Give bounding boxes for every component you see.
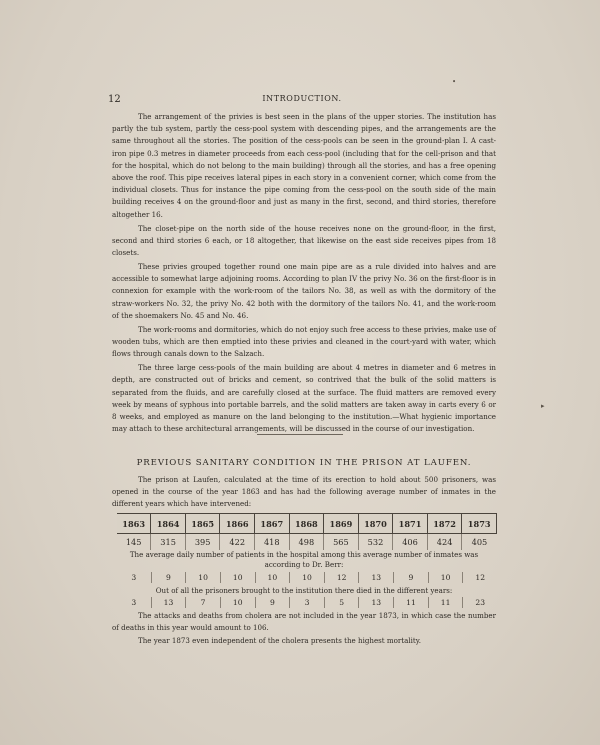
inmates-cell: 422 bbox=[220, 534, 255, 551]
section-divider bbox=[257, 434, 343, 435]
paragraph: These privies grouped together round one main pipe are as a rule divided into halves and are accessible to somewhat large adjoining rooms. According to plan IV the privy No. 36 on the first-floor is in connexion for example with the work-room of the tailors No. 38, as well as with the dormitory of the straw-workers No. 32, the privy No. 42 both with the dormitory of the tailors No. 41, and the work-room of the shoemakers No. 45 and No. 46. bbox=[112, 262, 496, 320]
deaths-cell: 3 bbox=[289, 597, 324, 608]
inmates-cell: 424 bbox=[427, 534, 462, 551]
patients-cell: 9 bbox=[151, 572, 186, 583]
year-cell: 1868 bbox=[289, 514, 324, 534]
section-title: PREVIOUS SANITARY CONDITION IN THE PRISON AT LAUFEN. bbox=[136, 458, 472, 468]
inmates-table bbox=[117, 513, 497, 550]
paragraph: The work-rooms and dormitories, which do not enjoy such free access to these privies, make use of wooden tubs, which are then emptied into these privies and cleaned in the court-yard with water, which flows through canals down to the Salzach. bbox=[112, 324, 496, 359]
year-cell: 1873 bbox=[462, 514, 497, 534]
inmates-cell: 315 bbox=[151, 534, 186, 551]
patients-cell: 10 bbox=[220, 572, 255, 583]
inmates-cell: 405 bbox=[462, 534, 497, 551]
year-cell: 1871 bbox=[393, 514, 428, 534]
patients-cell: 10 bbox=[255, 572, 290, 583]
deaths-caption: Out of all the prisoners brought to the institution there died in the different years: bbox=[155, 586, 453, 595]
section-intro bbox=[112, 474, 496, 512]
deaths-cell: 5 bbox=[324, 597, 359, 608]
deaths-cell: 11 bbox=[393, 597, 428, 608]
deaths-cell: 11 bbox=[428, 597, 463, 608]
deaths-row bbox=[117, 597, 497, 608]
year-cell: 1870 bbox=[358, 514, 393, 534]
inmates-cell: 406 bbox=[393, 534, 428, 551]
year-cell: 1864 bbox=[151, 514, 186, 534]
paragraph: The three large cess-pools of the main building are about 4 metres in diameter and 6 metres in depth, are constructed out of bricks and cement, so contrived that the bulk of the solid matters is separated from the fluids, and are carefully closed at the surface. The fluid matters are removed every week by means of syphous into portable barrels, and the solid matters are taken away in carts every 6 or 8 weeks, and employed as manure on the land belonging to the institution.—What hygienic importance may attach to these architectural arrangements, will be discussed in the course of our investigation. bbox=[112, 363, 496, 434]
deaths-cell: 23 bbox=[462, 597, 497, 608]
inmates-row bbox=[117, 534, 497, 551]
inmates-cell: 498 bbox=[289, 534, 324, 551]
ink-speck-icon: • bbox=[452, 78, 457, 86]
page-number: 12 bbox=[108, 94, 121, 105]
inmates-cell: 145 bbox=[125, 537, 142, 547]
deaths-cell: 7 bbox=[185, 597, 220, 608]
patients-caption: The average daily number of patients in the hospital among this average number of inmates was according to Dr. Berr: bbox=[129, 550, 479, 569]
page-header bbox=[108, 94, 496, 106]
deaths-cell: 13 bbox=[151, 597, 186, 608]
paragraph: The closet-pipe on the north side of the house receives none on the ground-floor, in the first, second and third stories 6 each, or 18 altogether, that likewise on the east side receives pipes from 18 closets. bbox=[112, 223, 496, 258]
patients-cell: 12 bbox=[462, 572, 497, 583]
patients-cell: 10 bbox=[289, 572, 324, 583]
paragraph: The year 1873 even independent of the cholera presents the highest mortality. bbox=[138, 636, 422, 645]
year-cell: 1872 bbox=[427, 514, 462, 534]
deaths-cell: 9 bbox=[255, 597, 290, 608]
patients-cell: 9 bbox=[393, 572, 428, 583]
body-text bbox=[112, 111, 496, 437]
paragraph: The arrangement of the privies is best seen in the plans of the upper stories. The institution has partly the tub system, partly the cess-pool system with descending pipes, and the arrangements are the same throughout all the stories. The position of the cess-pools can be seen in the ground-plan I. A cast-iron pipe 0.3 metres in diameter proceeds from each cess-pool (including that for the cell-prison and that for the hospital, which do not belong to the main building) through all the stories, and has a free opening above the roof. This pipe receives lateral pipes in each story in a convenient corner, which come from the individual closets. Thus for instance the pipe coming from the cess-pool on the south side of the main building receives 4 on the ground-floor and just as many in the first, second, and third stories, therefore altogether 16. bbox=[112, 112, 496, 219]
closing-text bbox=[112, 610, 496, 647]
paragraph: The prison at Laufen, calculated at the time of its erection to hold about 500 prisoners, was opened in the course of the year 1863 and has had the following average number of inmates in the different years which have intervened: bbox=[112, 475, 496, 509]
patients-cell: 10 bbox=[428, 572, 463, 583]
deaths-cell: 13 bbox=[358, 597, 393, 608]
inmates-cell: 418 bbox=[255, 534, 290, 551]
patients-cell: 10 bbox=[185, 572, 220, 583]
inmates-cell: 395 bbox=[185, 534, 220, 551]
inmates-cell: 565 bbox=[324, 534, 359, 551]
year-cell: 1866 bbox=[220, 514, 255, 534]
patients-cell: 13 bbox=[358, 572, 393, 583]
inmates-cell: 532 bbox=[358, 534, 393, 551]
patients-row bbox=[117, 572, 497, 583]
paragraph: The attacks and deaths from cholera are not included in the year 1873, in which case the number of deaths in this year would amount to 106. bbox=[112, 611, 496, 632]
patients-cell: 12 bbox=[324, 572, 359, 583]
deaths-cell: 3 bbox=[131, 598, 137, 607]
year-cell: 1869 bbox=[324, 514, 359, 534]
ink-speck-icon: ▸ bbox=[541, 402, 545, 410]
patients-cell: 3 bbox=[131, 573, 137, 582]
deaths-cell: 10 bbox=[220, 597, 255, 608]
year-cell: 1863 bbox=[117, 514, 151, 534]
year-cell: 1865 bbox=[185, 514, 220, 534]
years-row bbox=[117, 514, 497, 534]
year-cell: 1867 bbox=[255, 514, 290, 534]
running-title: INTRODUCTION. bbox=[262, 94, 342, 103]
